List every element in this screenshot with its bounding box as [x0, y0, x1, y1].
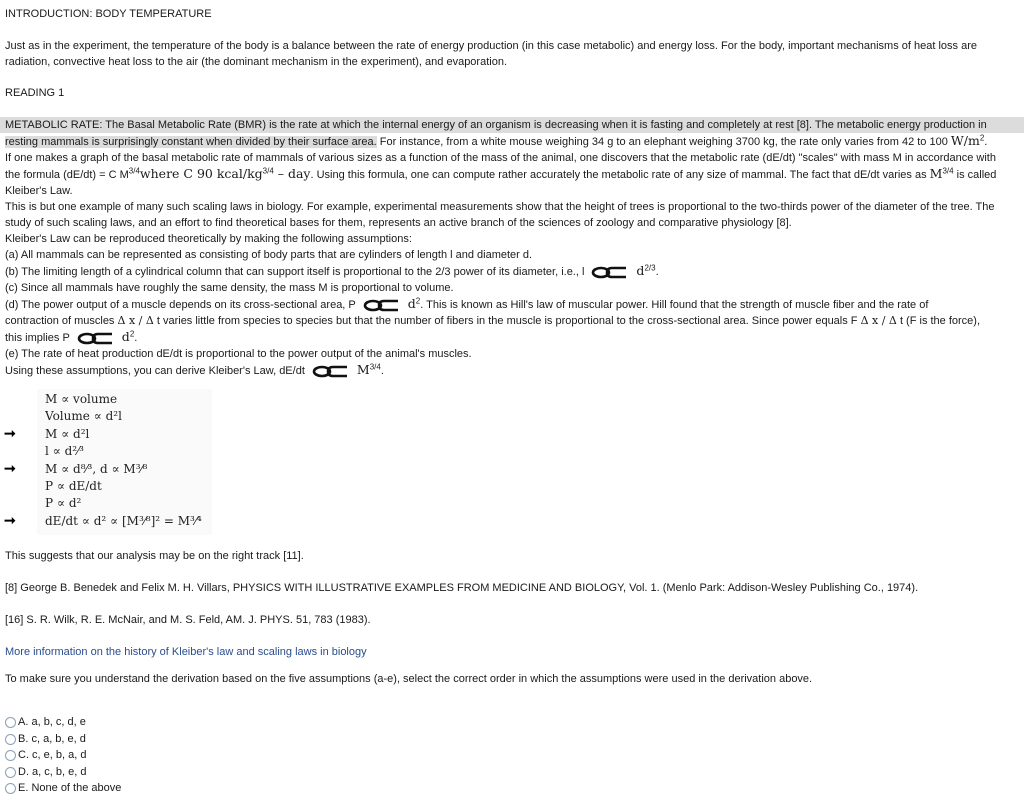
reading-line-5: Kleiber's Law. [5, 185, 73, 197]
implies-arrow-icon: ➞ [4, 512, 16, 528]
delta-text: Δ x / Δ [860, 314, 897, 327]
proportional-icon [590, 266, 630, 279]
page-title [5, 6, 1017, 22]
reference-16: [16] S. R. Wilk, R. E. McNair, and M. S. Feld, AM. J. PHYS. 51, 783 (1983). [5, 614, 371, 626]
answer-option-b[interactable] [5, 731, 86, 747]
highlighted-text: resting mammals is surprisingly constant when divided by their surface area. [5, 136, 377, 148]
conclusion-text: This suggests that our analysis may be on the right track [11]. [5, 550, 304, 562]
unit-text: W/m [950, 133, 980, 148]
derivation-line: P ∝ dE/dt [45, 479, 102, 493]
derivation-line: l ∝ d²⁄³ [45, 444, 84, 458]
radio-button[interactable] [5, 783, 16, 794]
formula-text: d [636, 263, 645, 278]
reading-text: t (F is the force), [896, 315, 981, 327]
reading-line-8: Kleiber's Law can be reproduced theoretically by making the following assumptions: [5, 233, 412, 245]
reading-text: this implies P [5, 332, 70, 344]
answer-option-e[interactable] [5, 780, 121, 796]
reading-text: For instance, from a white mouse weighing 34 g to an elephant weighing 3700 kg, the rate only varies from 42 to 100 [376, 136, 951, 148]
reading-text: the formula (dE/dt) = C M [5, 169, 129, 181]
implies-arrow-icon: ➞ [4, 460, 16, 476]
title-text: INTRODUCTION: BODY TEMPERATURE [5, 8, 212, 20]
more-info-link[interactable]: More information on the history of Kleiber's law and scaling laws in biology [5, 646, 367, 658]
more-info-row [5, 644, 1017, 660]
proportional-icon [76, 332, 116, 345]
derivation-line: M ∝ d⁸⁄³, d ∝ M³⁄⁸ [45, 462, 148, 476]
derivation-line: Volume ∝ d²l [45, 409, 122, 423]
assumption-e: (e) The rate of heat production dE/dt is proportional to the power output of the animal's muscles. [5, 348, 472, 360]
option-label: A. a, b, c, d, e [18, 716, 86, 728]
intro-line: Just as in the experiment, the temperature of the body is a balance between the rate of energy production (in this case metabolic) and energy loss. For the body, important mechanisms of heat loss are [5, 40, 977, 52]
radio-button[interactable] [5, 750, 16, 761]
reading-line-3: If one makes a graph of the basal metabolic rate of mammals of various sizes as a function of the mass of the animal, one discovers that the metabolic rate (dE/dt) "scales" with mass M in accordance with [5, 152, 996, 164]
reading-label: READING 1 [5, 87, 65, 99]
formula-text: d [121, 329, 130, 344]
reading-line-6: This is but one example of many such scaling laws in biology. For example, experimental measurements show that the height of trees is proportional to the two-thirds power of the diameter of the tree. The [5, 201, 995, 213]
intro-line: radiation, convective heat loss to the air (the dominant mechanism in the experiment), and evaporation. [5, 56, 507, 68]
reading-text: (d) The power output of a muscle depends on its cross-sectional area, P [5, 299, 356, 311]
formula-text: – day [273, 166, 311, 181]
reading-text: (b) The limiting length of a cylindrical column that can support itself is proportional to the 2/3 power of its diameter, i.e., l [5, 266, 585, 278]
reading-text: contraction of muscles [5, 315, 118, 327]
answer-option-c[interactable] [5, 747, 86, 763]
formula-text: d [407, 296, 416, 311]
reading-text: Using these assumptions, you can derive Kleiber's Law, dE/dt [5, 365, 305, 377]
option-label: E. None of the above [18, 782, 122, 794]
kleiber-derive-line: Using these assumptions, you can derive Kleiber's Law, dE/dt $M^{3/4}$. [5, 362, 384, 377]
question-text: To make sure you understand the derivation based on the five assumptions (a-e), select the correct order in which the assumptions were used in the derivation above. [5, 673, 813, 685]
proportional-icon [311, 365, 351, 378]
delta-text: Δ x / Δ [117, 314, 154, 327]
intro-paragraph [5, 38, 1017, 70]
assumption-b: (b) The limiting length of a cylindrical column that can support itself is proportional to the 2/3 power of its diameter, i.e., l $d^{2/3}$. [5, 263, 659, 278]
derivation-line: M ∝ volume [45, 392, 118, 406]
reading-body [5, 117, 1017, 379]
reading-text: . This is known as Hill's law of muscular power. Hill found that the strength of muscle fiber and the rate of [420, 299, 929, 311]
assumption-d-cont [5, 313, 1017, 329]
reading-line-4: the formula (dE/dt) = C $M^{3/4}where$ C 90 kcal/$kg^{3/4}$ – day. Using this formula, one can compute rather accurately the metabolic rate of any size of mammal. The fact that dE/dt varies as $M^{3/4}$ is called [5, 166, 997, 181]
implies-arrow-icon: ➞ [4, 425, 16, 441]
reading-line-2: resting mammals is surprisingly constant when divided by their surface area. For instance, from a white mouse weighing 34 g to an elephant weighing 3700 kg, the rate only varies from 42 to 100 $W/m^2$. [5, 133, 988, 148]
assumption-d-implies: this implies P $d^2$. [5, 329, 138, 344]
formula-text: M [929, 166, 943, 181]
answer-option-d[interactable] [5, 764, 86, 780]
reading-text: . Using this formula, one can compute rather accurately the metabolic rate of any size of mammal. The fact that dE/dt varies as [310, 169, 930, 181]
derivation-line: P ∝ d² [45, 496, 82, 510]
answer-option-a[interactable] [5, 714, 86, 730]
radio-button[interactable] [5, 734, 16, 745]
radio-button[interactable] [5, 767, 16, 778]
reading-line-7: study of such scaling laws, and an effort to find theoretical bases for them, represents an active branch of the sciences of zoology and comparative physiology [8]. [5, 217, 792, 229]
option-label: C. c, e, b, a, d [18, 749, 87, 761]
reading-text: t varies little from species to species but that the number of fibers in the muscle is proportional to the cross-sectional area. Since power equals F [153, 315, 861, 327]
proportional-icon [362, 299, 402, 312]
assumption-c: (c) Since all mammals have roughly the same density, the mass M is proportional to volume. [5, 282, 454, 294]
option-label: B. c, a, b, e, d [18, 733, 86, 745]
reading-text: is called [953, 169, 997, 181]
assumption-d: (d) The power output of a muscle depends on its cross-sectional area, P $d^2$. This is known as Hill's law of muscular power. Hill found that the strength of muscle fiber and the rate of [5, 296, 929, 311]
reference-8: [8] George B. Benedek and Felix M. H. Villars, PHYSICS WITH ILLUSTRATIVE EXAMPLES FROM MEDICINE AND BIOLOGY, Vol. 1. (Menlo Park: Addison-Wesley Publishing Co., 1974). [5, 582, 919, 594]
option-label: D. a, c, b, e, d [18, 766, 87, 778]
reading-line-1: METABOLIC RATE: The Basal Metabolic Rate (BMR) is the rate at which the internal energy of an organism is decreasing when it is fasting and completely at rest [8]. The metabolic energy production in [0, 117, 1024, 133]
formula-text: M [356, 362, 370, 377]
assumption-a: (a) All mammals can be represented as consisting of body parts that are cylinders of length l and diameter d. [5, 249, 533, 261]
radio-button[interactable] [5, 717, 16, 728]
derivation-line: M ∝ d²l [45, 427, 90, 441]
derivation-line: dE/dt ∝ d² ∝ [M³⁄⁸]² = M³⁄⁴ [45, 514, 202, 528]
formula-text: where C 90 kcal/kg [139, 166, 263, 181]
